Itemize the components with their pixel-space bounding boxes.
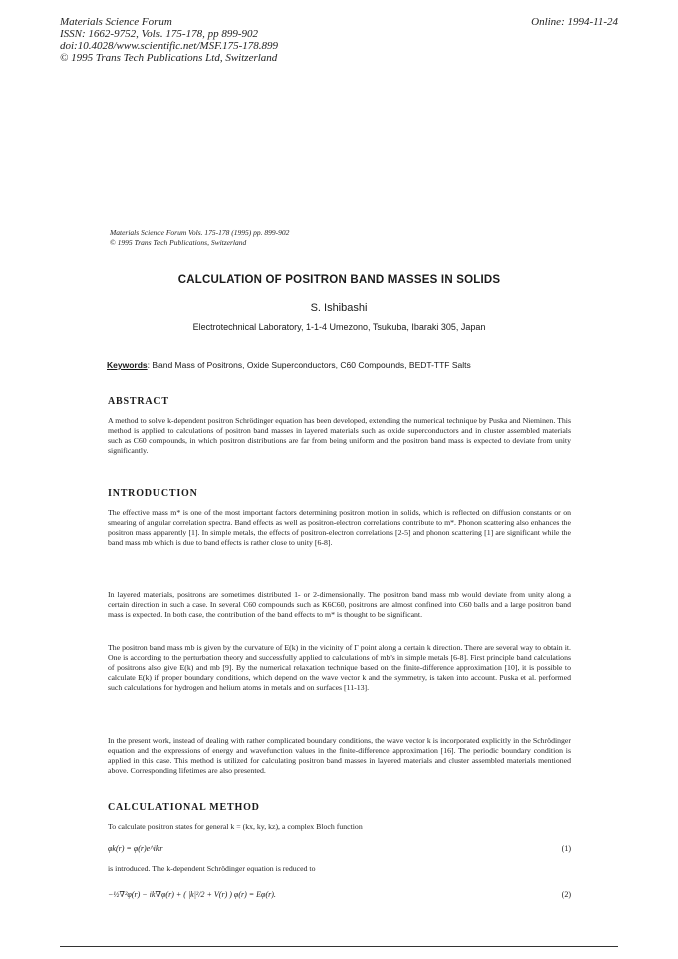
keywords-label: Keywords — [107, 360, 148, 370]
intro-paragraph-4: In the present work, instead of dealing with rather complicated boundary conditions, the wave vector k is incorporated explicitly in the Schrödinger equation and the expressions of energy and wavefunction values in the finite-difference approximation [16]. The periodic boundary condition is applied in this case. This method is utilized for calculating positron band masses in layered materials and cluster assembled materials mentioned above. Corresponding lifetimes are also presented. — [108, 736, 571, 775]
intro-paragraph-1: The effective mass m* is one of the most important factors determining positron motion in solids, which is reflected on diffusion constants or on smearing of angular correlation spectra. Band effects as well as positron-electron correlations contribute to m*. Phonon scattering also enhances the positron mass apparently [1]. In simple metals, the effects of positron-electron correlations [2-5] and phonon scattering [1] are significant while the band mass mb which is due to band effects is rather close to unity [6-8]. — [108, 508, 571, 547]
method-paragraph-1: To calculate positron states for general k = (kx, ky, kz), a complex Bloch function — [108, 822, 363, 831]
introduction-heading: INTRODUCTION — [108, 488, 198, 499]
intro-paragraph-2: In layered materials, positrons are sometimes distributed 1- or 2-dimensionally. The positron band mass mb would deviate from unity along a certain direction in such a case. In several C60 compounds such as K6C60, positrons are almost confined into C60 balls and a large positron band mass is expected. In both case, the contribution of the band effects to m* is thought to be significant. — [108, 590, 571, 619]
method-heading: CALCULATIONAL METHOD — [108, 802, 260, 813]
journal-reference — [110, 228, 289, 248]
header-issn: ISSN: 1662-9752, Vols. 175-178, pp 899-902 — [60, 28, 258, 40]
header-journal: Materials Science Forum — [60, 16, 172, 28]
method-paragraph-2: is introduced. The k-dependent Schrödinger equation is reduced to — [108, 864, 316, 873]
keywords-text: : Band Mass of Positrons, Oxide Superconductors, C60 Compounds, BEDT-TTF Salts — [147, 360, 471, 370]
abstract-heading: ABSTRACT — [108, 396, 169, 407]
journal-ref-line1: Materials Science Forum Vols. 175-178 (1995) pp. 899-902 — [110, 228, 290, 237]
header-doi[interactable]: doi:10.4028/www.scientific.net/MSF.175-178.899 — [60, 40, 279, 52]
equation-2 — [108, 890, 571, 904]
abstract-text: A method to solve k-dependent positron Schrödinger equation has been developed, extending the numerical technique by Puska and Nieminen. This method is applied to calculations of positron band masses in layered materials such as oxide superconductors and in cluster assembled materials such as C60 compounds, in which positron distributions are far from being uniform and the positron band mass is expected to deviate from unity significantly. — [108, 416, 571, 455]
footer-rule — [60, 946, 618, 947]
header-online-date: Online: 1994-11-24 — [531, 16, 618, 28]
paper-title: CALCULATION OF POSITRON BAND MASSES IN SOLIDS — [177, 274, 501, 286]
equation-2-number: (2) — [561, 890, 571, 899]
intro-paragraph-3: The positron band mass mb is given by the curvature of E(k) in the vicinity of Γ point along a certain k direction. There are several way to obtain it. One is according to the perturbation theory and successfully applied to calculations of mb's in simple metals [6-8]. First principle band calculations of positrons also give E(k) and mb [9]. By the numerical relaxation technique based on the finite-difference approximation [10], it is possible to calculate E(k) if proper boundary conditions, which depend on the wave vector k and the symmetry, is taken into account. Puska et al. performed such calculations for hydrogen and helium atoms in metals and on surfaces [11-13]. — [108, 643, 571, 692]
paper-affiliation: Electrotechnical Laboratory, 1-1-4 Umezono, Tsukuba, Ibaraki 305, Japan — [192, 322, 486, 332]
journal-ref-line2: © 1995 Trans Tech Publications, Switzerland — [110, 238, 247, 247]
equation-1 — [108, 844, 571, 858]
publication-header — [60, 16, 618, 64]
keywords — [107, 360, 577, 370]
equation-1-number: (1) — [561, 844, 571, 853]
header-copyright: © 1995 Trans Tech Publications Ltd, Switzerland — [60, 52, 278, 64]
paper-author: S. Ishibashi — [310, 302, 368, 314]
equation-2-body: −½∇²φ(r) − ik∇φ(r) + ( |k|²/2 + V(r) ) φ(r) = Eφ(r). — [108, 890, 276, 899]
equation-1-body: φk(r) = φ(r)e^ikr — [108, 844, 163, 853]
